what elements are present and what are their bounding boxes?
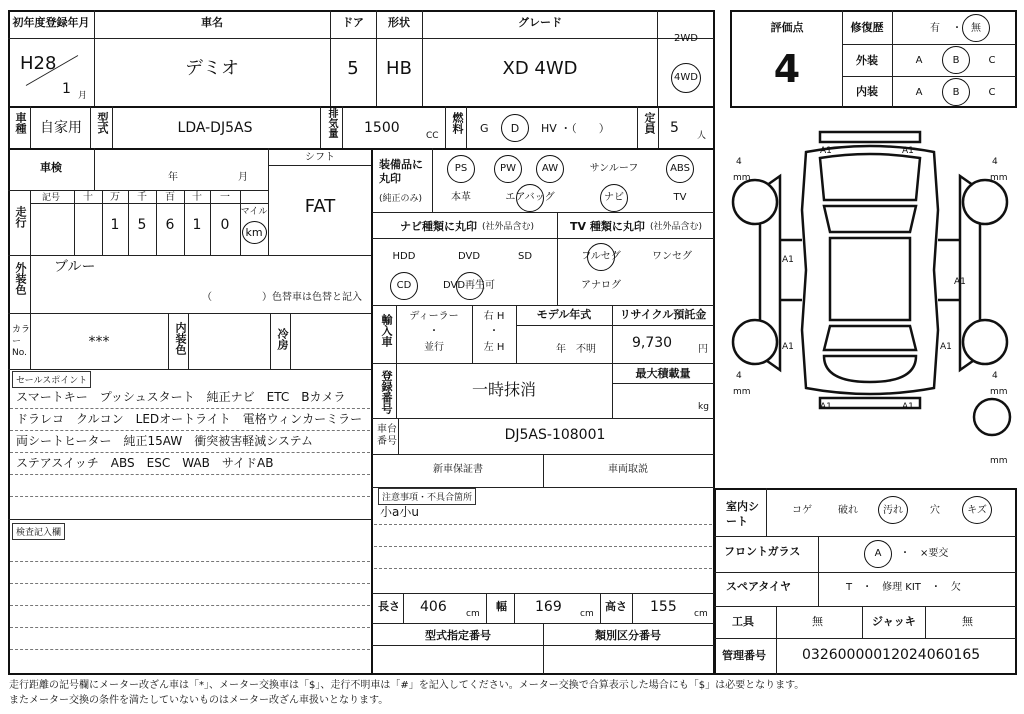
fuel-hv: HV ・（ ）	[541, 122, 610, 135]
ext-c: C	[988, 55, 996, 66]
digit-0: 1	[110, 217, 120, 233]
equip-abs: ABS	[670, 163, 690, 174]
repair-yes: 有	[930, 23, 940, 34]
equip-airbag: エアバッグ	[505, 192, 555, 203]
length-value: 406	[420, 599, 447, 615]
check-label: 検査記入欄	[12, 523, 65, 540]
recycle-unit: 円	[698, 344, 708, 355]
digit-label-0: 記号	[41, 193, 61, 203]
int-color-label: 内装色	[174, 322, 187, 355]
repair-no: 無	[971, 23, 981, 34]
equip-tv: TV	[673, 192, 687, 203]
footer-line-1: 走行距離の記号欄にメーター改ざん車は「*」、メーター交換車は「$」、走行不明車は「#」を記入してください。メーター交換で合算表示した場合にも「$」は必要となります。	[9, 680, 805, 691]
mark-a1-rear-right: A1	[902, 402, 914, 412]
ext-a: A	[915, 55, 923, 66]
score-value: 4	[773, 47, 801, 91]
jack-value: 無	[962, 615, 973, 628]
recycle-value: 9,730	[632, 335, 673, 351]
tools-value: 無	[812, 615, 823, 628]
navi-dvd: DVD	[457, 251, 481, 262]
grade-value: XD 4WD	[502, 58, 578, 79]
import-rh: 右 H	[483, 311, 505, 322]
digit-3: 1	[192, 217, 202, 233]
tire-fr-unit: mm	[990, 173, 1008, 183]
tire-rl-unit: mm	[733, 387, 751, 397]
shape-value: HB	[386, 58, 412, 79]
max-load-unit: kg	[698, 402, 709, 412]
cap-value: 5	[670, 120, 679, 136]
fuel-d: D	[510, 122, 520, 135]
tv-oneseg: ワンセグ	[652, 251, 692, 262]
mark-a1-left-rear: A1	[782, 342, 794, 352]
int-ana: 穴	[930, 505, 940, 516]
shape-label: 形状	[388, 16, 410, 29]
disp-value: 1500	[364, 120, 400, 136]
digit-4: 0	[220, 217, 230, 233]
glass-a: A	[874, 548, 882, 559]
equip-navi: ナビ	[604, 192, 624, 203]
model-year-label: モデル年式	[536, 308, 592, 321]
model-value: LDA-DJ5AS	[177, 120, 253, 136]
equip-sub: (純正のみ)	[379, 194, 423, 204]
navi-hdd: HDD	[392, 251, 416, 262]
interior-label: 室内シート	[726, 500, 759, 528]
spare-tire	[974, 399, 1010, 435]
navi-sub: (社外品含む)	[482, 222, 535, 232]
car-name-label: 車名	[201, 16, 223, 29]
mark-a1-hood: A1	[902, 146, 914, 156]
digit-label-1: 十	[83, 192, 93, 203]
model-label: 型式	[96, 112, 109, 134]
import-dot1: ・	[429, 326, 439, 337]
digit-1: 5	[137, 217, 147, 233]
main-sheet	[8, 10, 715, 675]
chassis-value: DJ5AS-108001	[504, 427, 606, 443]
disp-unit: CC	[426, 131, 439, 141]
tire-rl-val: 4	[736, 371, 742, 381]
width-value: 169	[535, 599, 562, 615]
use-value: 自家用	[40, 120, 82, 136]
import-dot2: ・	[489, 326, 499, 337]
sales-line-3: 両シートヒーター 純正15AW 衝突被害軽減システム	[16, 434, 314, 448]
reg-no-value: 一時抹消	[471, 380, 537, 399]
int-a: A	[915, 87, 923, 98]
height-unit: cm	[694, 609, 708, 619]
sales-line-2: ドラレコ クルコン LEDオートライト 電格ウィンカーミラー	[16, 412, 363, 426]
mark-a1-front-bumper: A1	[820, 146, 832, 156]
equip-pw: PW	[500, 163, 516, 174]
mark-a1-right-rear: A1	[940, 342, 952, 352]
jack-label: ジャッキ	[872, 615, 916, 628]
equip-ps: PS	[454, 163, 468, 174]
import-label: 輸入車	[380, 314, 393, 347]
drive-2wd: 2WD	[674, 33, 698, 44]
equip-leather: 本革	[451, 192, 471, 203]
sales-line-1: スマートキー プッシュスタート 純正ナビ ETC Bカメラ	[16, 390, 346, 404]
glass-label: フロントガラス	[724, 545, 801, 558]
sales-label: セールスポイント	[12, 371, 91, 388]
recycle-label: リサイクル預託金	[619, 308, 707, 321]
reg-month: 1	[62, 81, 71, 97]
spare-unit: mm	[990, 456, 1008, 466]
tire-fr-val: 4	[992, 157, 998, 167]
equip-sunroof: サンルーフ	[589, 163, 639, 174]
digit-label-5: 十	[192, 192, 202, 203]
width-label: 幅	[496, 600, 507, 613]
navi-cd: CD	[396, 280, 412, 291]
equip-label: 装備品に丸印	[379, 158, 423, 186]
navi-dvdplay: DVD再生可	[442, 280, 496, 291]
class-no-label: 類別区分番号	[595, 629, 661, 642]
digit-label-3: 千	[137, 192, 147, 203]
shift-label: シフト	[305, 152, 335, 163]
mile-label: マイル	[240, 207, 268, 217]
model-year-value: 年 不明	[556, 344, 596, 355]
import-parallel: 並行	[424, 342, 444, 353]
insp-year: 年	[168, 172, 178, 183]
warranty-label: 新車保証書	[433, 464, 483, 475]
insp-month: 月	[238, 172, 248, 183]
digit-2: 6	[165, 217, 175, 233]
int-kizu: キズ	[967, 505, 987, 516]
color-code: ***	[88, 334, 110, 350]
repair-dot: ・	[952, 23, 962, 34]
mark-a1-rear-left: A1	[820, 402, 832, 412]
reg-no-label: 登録番号	[380, 370, 393, 414]
tv-label: TV 種類に丸印	[570, 220, 645, 233]
digit-label-4: 百	[165, 192, 175, 203]
spare-label: スペアタイヤ	[726, 580, 792, 593]
ac-label: 冷房	[276, 328, 289, 350]
glass-rest: ・ ×要交	[900, 548, 949, 559]
doors-value: 5	[347, 58, 359, 79]
notes-label: 注意事項・不具合箇所	[378, 488, 476, 505]
tire-fl-unit: mm	[733, 173, 751, 183]
height-value: 155	[650, 599, 677, 615]
width-unit: cm	[580, 609, 594, 619]
fuel-g: G	[480, 122, 489, 135]
color-label: 外装色	[14, 262, 27, 295]
mileage-label: 走行	[14, 206, 27, 228]
color-code-label: カラーNo.	[12, 325, 31, 359]
tv-analog: アナログ	[581, 280, 621, 291]
import-lh: 左 H	[483, 342, 505, 353]
color-value: ブルー	[54, 259, 96, 275]
digit-label-6: 一	[220, 192, 230, 203]
digit-label-2: 万	[110, 192, 120, 203]
color-note: （ ）色替車は色替と記入	[202, 292, 362, 303]
tools-label: 工具	[732, 615, 754, 628]
cap-label: 定員	[643, 112, 656, 134]
int-koge: コゲ	[792, 505, 812, 516]
chassis-label: 車台番号	[377, 424, 397, 447]
tv-sub: (社外品含む)	[650, 222, 703, 232]
fuel-label: 燃料	[451, 112, 464, 134]
manual-label: 車両取説	[608, 464, 648, 475]
height-label: 高さ	[605, 600, 627, 613]
int-label: 内装	[856, 85, 878, 98]
car-name: デミオ	[185, 58, 239, 79]
ext-label: 外装	[856, 54, 878, 67]
disp-label: 排気量	[326, 108, 337, 138]
int-yabure: 破れ	[838, 505, 858, 516]
notes-value: 小a小u	[380, 505, 419, 519]
inspection-label: 車検	[40, 161, 62, 174]
max-load-label: 最大積載量	[635, 367, 691, 380]
equip-aw: AW	[541, 163, 559, 174]
tv-fullseg: フルセグ	[581, 251, 621, 262]
month-unit: 月	[78, 91, 88, 101]
sales-line-4: ステアスイッチ ABS ESC WAB サイドAB	[16, 456, 274, 470]
drive-4wd: 4WD	[674, 72, 698, 83]
grade-label: グレード	[518, 16, 562, 29]
int-c: C	[988, 87, 996, 98]
mark-a1-right-front: A1	[954, 277, 966, 287]
km-label: km	[245, 226, 263, 239]
score-label: 評価点	[770, 21, 804, 34]
tire-fl-val: 4	[736, 157, 742, 167]
reg-year-label: 初年度登録年月	[12, 16, 90, 29]
doors-label: ドア	[342, 16, 364, 29]
int-yogore: 汚れ	[883, 505, 903, 516]
mgmt-label: 管理番号	[722, 649, 766, 662]
length-label: 長さ	[378, 600, 400, 613]
footer-line-2: またメーター交換の条件を満たしていないものはメーター改ざん車扱いとなります。	[9, 695, 389, 706]
type-no-label: 型式指定番号	[425, 629, 491, 642]
import-dealer: ディーラー	[409, 311, 459, 322]
int-b: B	[952, 87, 960, 98]
shift-value: FAT	[304, 196, 336, 217]
mark-a1-left-front: A1	[782, 255, 794, 265]
length-unit: cm	[466, 609, 480, 619]
cap-unit: 人	[697, 131, 707, 141]
mgmt-value: 03260000012024060165	[802, 647, 981, 663]
navi-sd: SD	[517, 251, 533, 262]
navi-label: ナビ種類に丸印	[400, 220, 477, 233]
spare-items: T ・ 修理 KIT ・ 欠	[846, 582, 961, 593]
ext-b: B	[952, 55, 960, 66]
tire-rr-val: 4	[992, 371, 998, 381]
repair-label: 修復歴	[850, 21, 884, 34]
car-diagram	[720, 120, 1020, 480]
tire-rr-unit: mm	[990, 387, 1008, 397]
use-label: 車種	[14, 112, 27, 134]
reg-era: H28	[20, 53, 57, 74]
